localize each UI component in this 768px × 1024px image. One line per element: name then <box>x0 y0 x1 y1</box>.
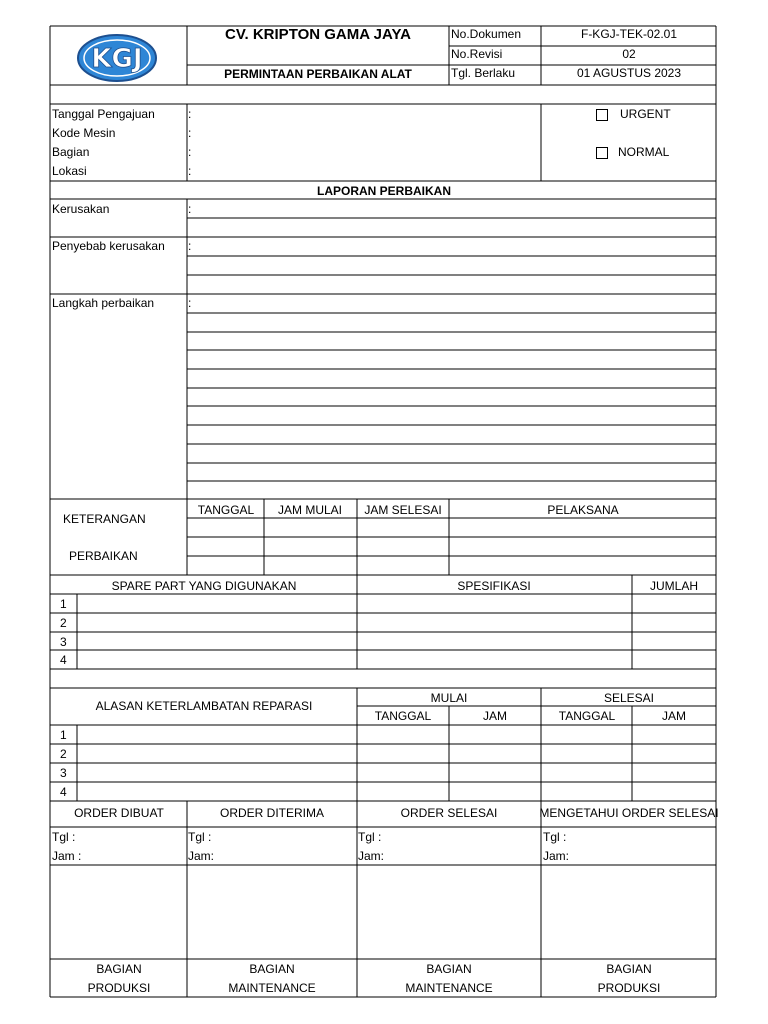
label-lokasi: Lokasi <box>52 164 87 178</box>
effective-value: 01 AGUSTUS 2023 <box>576 66 682 80</box>
order-tgl: Tgl : <box>52 830 76 844</box>
spare-row-no: 3 <box>60 635 67 649</box>
delay-row-no: 3 <box>60 766 67 780</box>
order-tgl: Tgl : <box>188 830 212 844</box>
order-jam: Jam: <box>543 849 570 863</box>
order-jam: Jam: <box>358 849 385 863</box>
signature-role: BAGIAN <box>96 962 142 976</box>
rev-label: No.Revisi <box>451 47 503 61</box>
order-jam: Jam: <box>188 849 215 863</box>
colon-tanggal: : <box>188 107 192 121</box>
order-diterima: ORDER DITERIMA <box>219 806 325 820</box>
spare-title: SPARE PART YANG DIGUNAKAN <box>111 579 297 593</box>
label-penyebab: Penyebab kerusakan <box>52 239 165 253</box>
spare-row-no: 1 <box>60 597 67 611</box>
signature-role: BAGIAN <box>426 962 472 976</box>
keterangan-label: KETERANGAN <box>63 512 146 526</box>
order-tgl: Tgl : <box>358 830 382 844</box>
spare-row-no: 4 <box>60 653 67 667</box>
signature-dept: MAINTENANCE <box>228 981 316 995</box>
delay-row-no: 4 <box>60 785 67 799</box>
delay-selesai-tanggal: TANGGAL <box>558 709 616 723</box>
col-pelaksana: PELAKSANA <box>547 503 619 517</box>
signature-dept: PRODUKSI <box>597 981 661 995</box>
doc-no-label: No.Dokumen <box>451 27 522 41</box>
signature-dept: PRODUKSI <box>87 981 151 995</box>
delay-selesai: SELESAI <box>603 691 655 705</box>
col-jam-mulai: JAM MULAI <box>277 503 343 517</box>
urgent-label: URGENT <box>620 107 671 121</box>
signature-role: BAGIAN <box>249 962 295 976</box>
svg-text:KGJ: KGJ <box>91 44 143 74</box>
order-selesai: ORDER SELESAI <box>400 806 498 820</box>
delay-title: ALASAN KETERLAMBATAN REPARASI <box>95 699 313 713</box>
col-tanggal: TANGGAL <box>197 503 255 517</box>
col-jam-selesai: JAM SELESAI <box>364 503 442 517</box>
label-tanggal-pengajuan: Tanggal Pengajuan <box>52 107 155 121</box>
order-mengetahui: MENGETAHUI ORDER SELESAI <box>539 806 719 820</box>
delay-row-no: 2 <box>60 747 67 761</box>
perbaikan-label: PERBAIKAN <box>69 549 138 563</box>
normal-label: NORMAL <box>618 145 670 159</box>
colon-langkah: : <box>188 296 192 310</box>
colon-penyebab: : <box>188 239 192 253</box>
doc-no-value: F-KGJ-TEK-02.01 <box>580 27 678 41</box>
company-name: CV. KRIPTON GAMA JAYA <box>225 26 411 43</box>
order-dibuat: ORDER DIBUAT <box>74 806 164 820</box>
signature-role: BAGIAN <box>606 962 652 976</box>
colon-bagian: : <box>188 145 192 159</box>
delay-mulai: MULAI <box>430 691 468 705</box>
colon-kode: : <box>188 126 192 140</box>
delay-mulai-tanggal: TANGGAL <box>374 709 432 723</box>
signature-dept: MAINTENANCE <box>405 981 493 995</box>
spare-jumlah: JUMLAH <box>649 579 699 593</box>
delay-selesai-jam: JAM <box>662 709 686 723</box>
label-kerusakan: Kerusakan <box>52 202 110 216</box>
laporan-title: LAPORAN PERBAIKAN <box>316 184 452 198</box>
company-logo <box>76 33 158 83</box>
spare-row-no: 2 <box>60 616 67 630</box>
colon-lokasi: : <box>188 164 192 178</box>
normal-checkbox[interactable] <box>596 147 608 159</box>
delay-row-no: 1 <box>60 728 67 742</box>
order-jam: Jam : <box>52 849 82 863</box>
delay-mulai-jam: JAM <box>483 709 507 723</box>
effective-label: Tgl. Berlaku <box>451 66 516 80</box>
colon-kerusakan: : <box>188 202 192 216</box>
form-title: PERMINTAAN PERBAIKAN ALAT <box>224 67 412 81</box>
urgent-checkbox[interactable] <box>596 109 608 121</box>
rev-value: 02 <box>622 47 636 61</box>
spare-spesifikasi: SPESIFIKASI <box>457 579 531 593</box>
label-bagian: Bagian <box>52 145 90 159</box>
label-kode-mesin: Kode Mesin <box>52 126 116 140</box>
label-langkah: Langkah perbaikan <box>52 296 155 310</box>
order-tgl: Tgl : <box>543 830 567 844</box>
